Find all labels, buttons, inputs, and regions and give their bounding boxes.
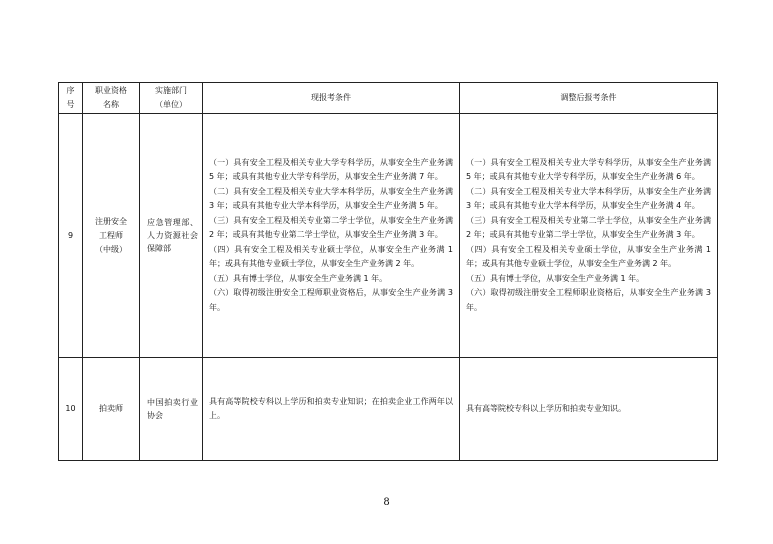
qualification-table	[58, 82, 718, 461]
qualification-name: 拍卖师	[83, 358, 140, 461]
header-title: 职业资格 名称	[83, 83, 140, 114]
header-current-conditions: 现报考条件	[203, 83, 460, 114]
table-row	[59, 114, 718, 358]
page-number: 8	[383, 497, 390, 508]
row-number: 10	[59, 358, 83, 461]
header-no: 序 号	[59, 83, 83, 114]
header-dept: 实施部门 （单位）	[140, 83, 203, 114]
table-row	[59, 358, 718, 461]
current-conditions: 具有高等院校专科以上学历和拍卖专业知识；在拍卖企业工作两年以上。	[203, 358, 460, 461]
department: 中国拍卖行业协会	[140, 358, 203, 461]
department: 应急管理部、人力资源社会保障部	[140, 114, 203, 358]
current-conditions: （一）具有安全工程及相关专业大学专科学历，从事安全生产业务满 5 年；或具有其他专业大学专科学历，从事安全生产业务满 7 年。 （二）具有安全工程及相关专业大学本科学历，从事安全生产业务满 3 年；或具有其他专业大学本科学历，从事安全生产业务满 5 年。 （三）具有安全工程及相关专业第二学士学位，从事安全生产业务满 2 年；或具有其他专业第二学士学位，从事安全生产业务满 3 年。 （四）具有安全工程及相关专业硕士学位，从事安全生产业务满 1 年；或具有其他专业硕士学位，从事安全生产业务满 2 年。 （五）具有博士学位，从事安全生产业务满 1 年。 （六）取得初级注册安全工程师职业资格后，从事安全生产业务满 3 年。	[203, 114, 460, 358]
adjusted-conditions: 具有高等院校专科以上学历和拍卖专业知识。	[460, 358, 718, 461]
header-adjusted-conditions: 调整后报考条件	[460, 83, 718, 114]
table-header-row	[59, 83, 718, 114]
row-number: 9	[59, 114, 83, 358]
qualification-name: 注册安全 工程师 （中级）	[83, 114, 140, 358]
adjusted-conditions: （一）具有安全工程及相关专业大学专科学历，从事安全生产业务满 5 年；或具有其他专业大学专科学历，从事安全生产业务满 6 年。 （二）具有安全工程及相关专业大学本科学历，从事安全生产业务满 3 年；或具有其他专业大学本科学历，从事安全生产业务满 4 年。 （三）具有安全工程及相关专业第二学士学位，从事安全生产业务满 2 年；或具有其他专业第二学士学位，从事安全生产业务满 3 年。 （四）具有安全工程及相关专业硕士学位，从事安全生产业务满 1 年；或具有其他专业硕士学位，从事安全生产业务满 2 年。 （五）具有博士学位，从事安全生产业务满 1 年。 （六）取得初级注册安全工程师职业资格后，从事安全生产业务满 3 年。	[460, 114, 718, 358]
